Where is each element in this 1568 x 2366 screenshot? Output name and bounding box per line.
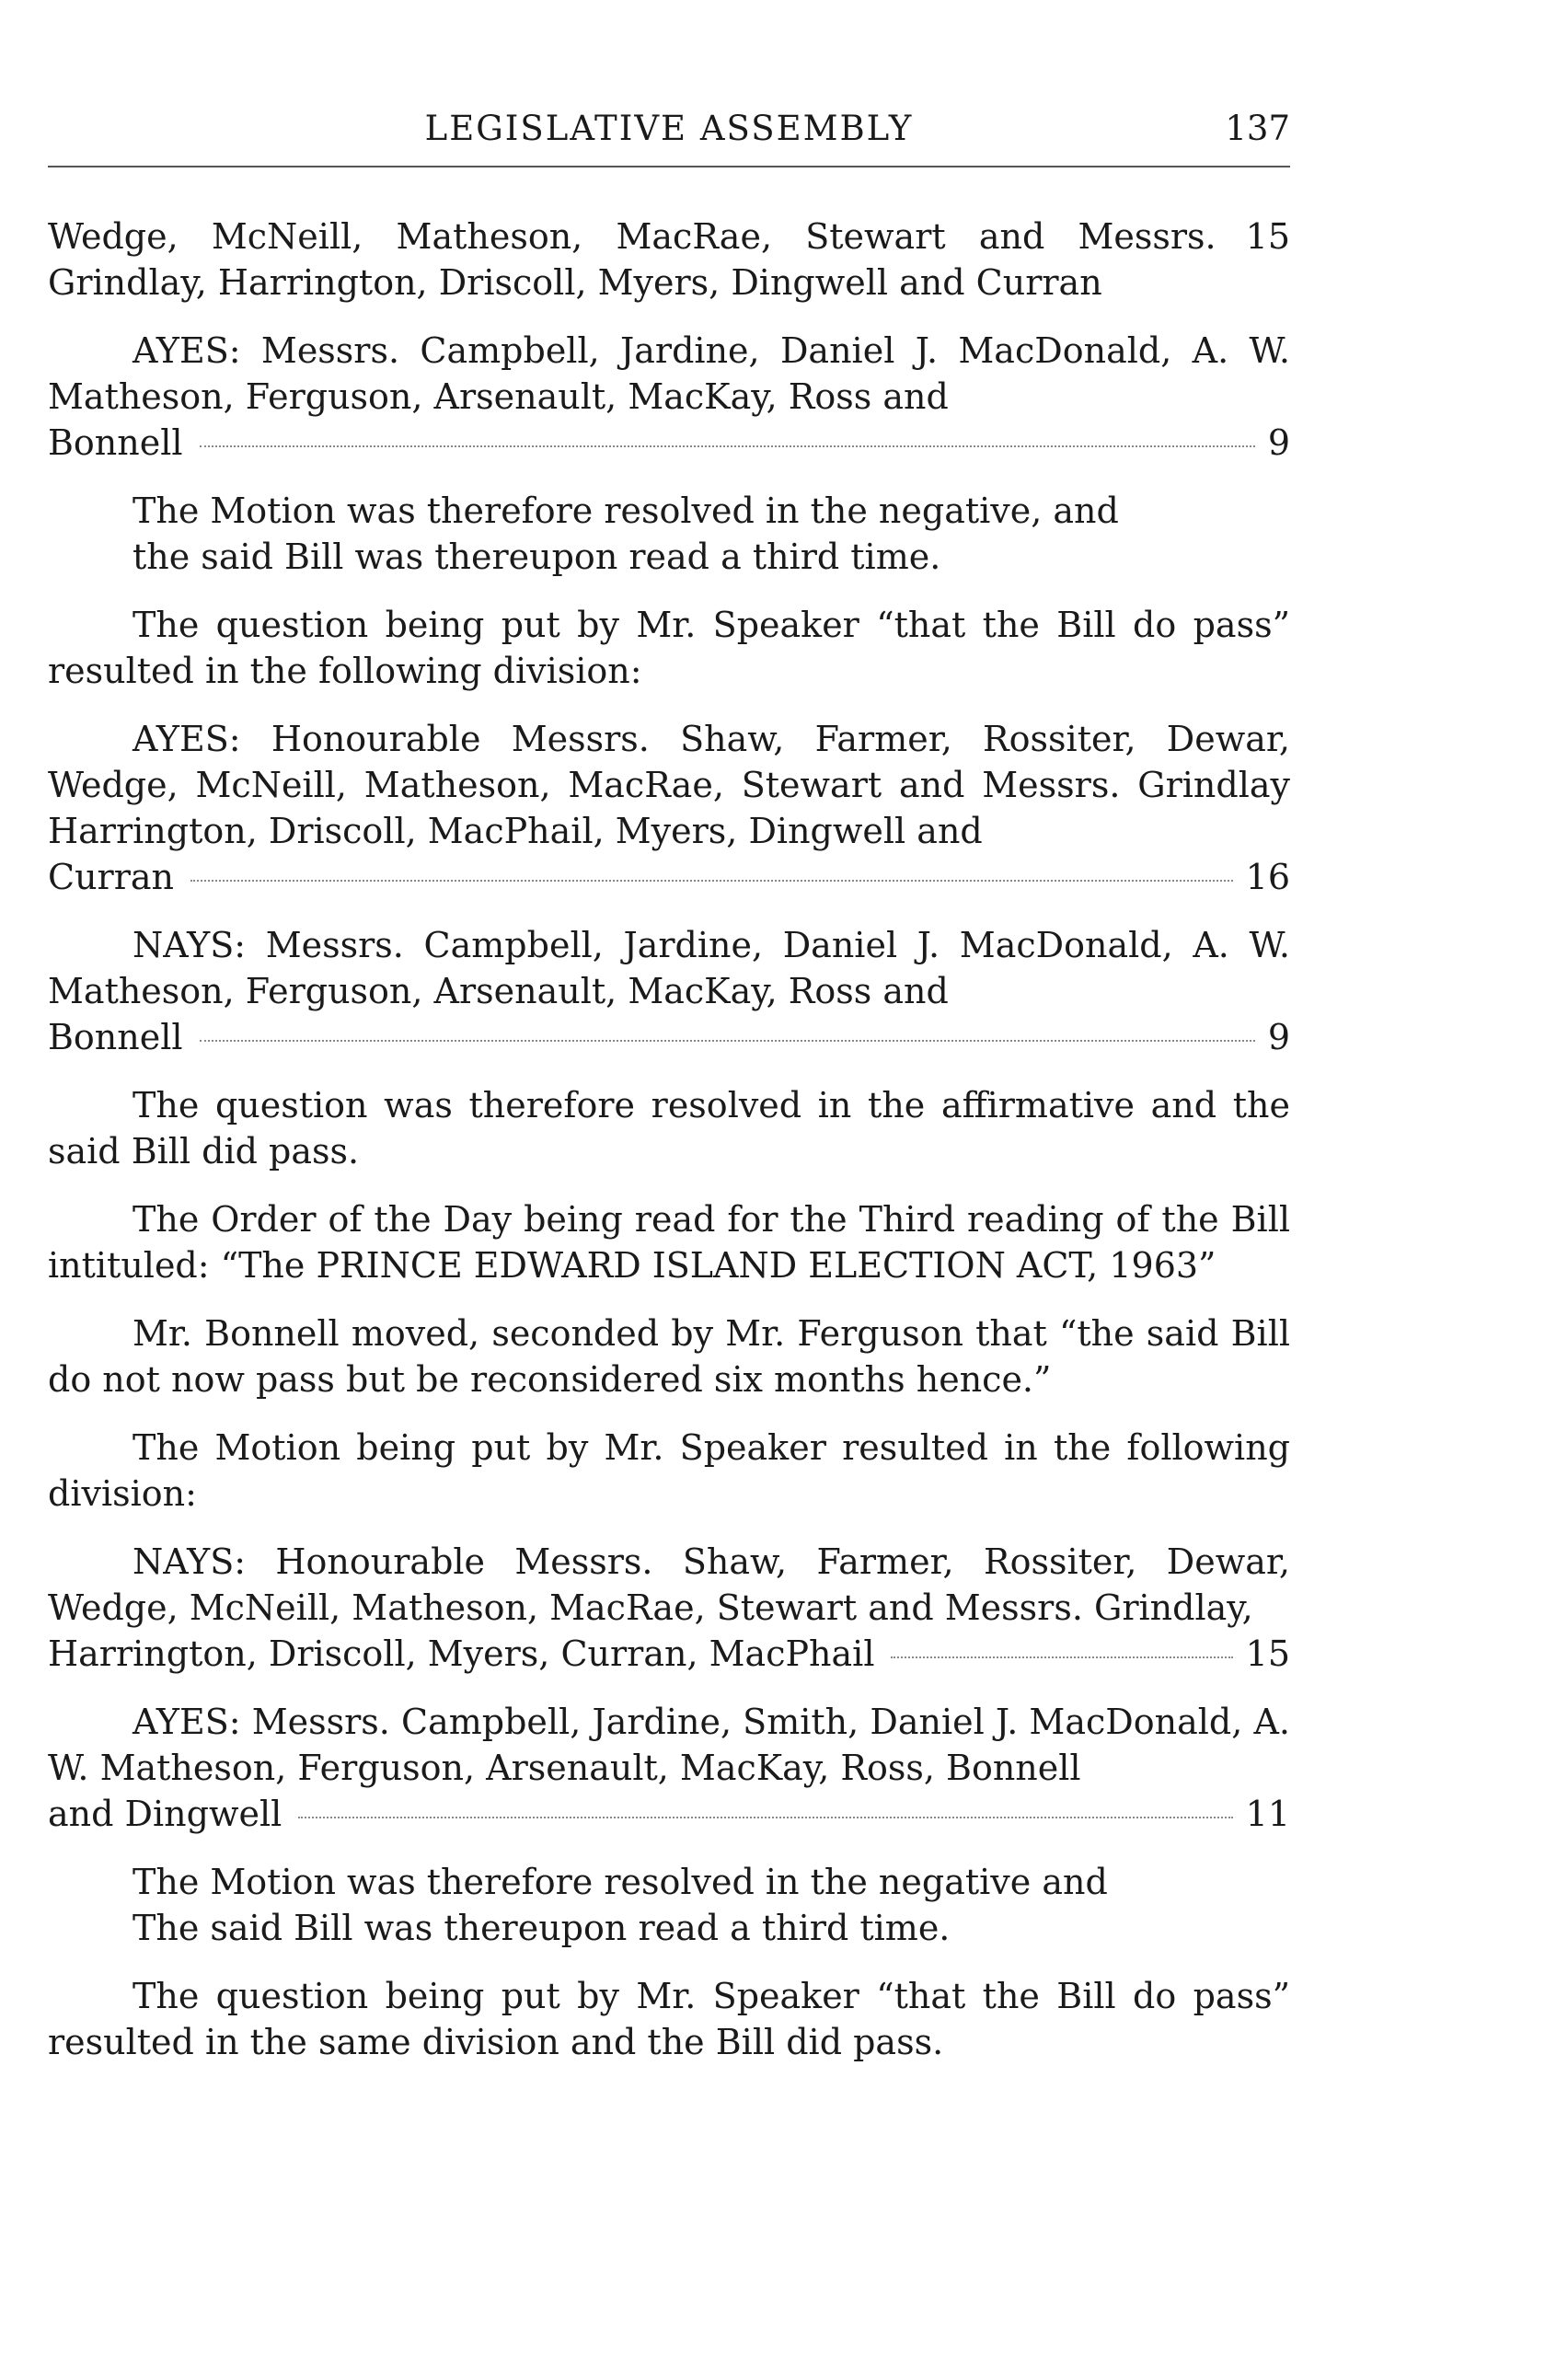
tally-line	[48, 420, 1290, 466]
tally-line	[48, 214, 1290, 306]
paragraph-text: The question being put by Mr. Speaker “that the Bill do pass” resulted in the same division and the Bill did pass.	[48, 1976, 1290, 2062]
paragraph-nays	[48, 1539, 1290, 1677]
page-header	[48, 109, 1290, 158]
vote-count: 11	[1245, 1794, 1290, 1834]
paragraph-final-question	[48, 1973, 1290, 2065]
paragraph-division-intro	[48, 1425, 1290, 1517]
paragraph-text: NAYS: Honourable Messrs. Shaw, Farmer, Rossiter, Dewar, Wedge, McNeill, Matheson, MacRae, Stewart and Messrs. Grindlay,	[48, 1541, 1290, 1628]
paragraph-text: AYES: Honourable Messrs. Shaw, Farmer, Rossiter, Dewar, Wedge, McNeill, Matheson, MacRae, Stewart and Messrs. Grindlay Harrington, Driscoll, MacPhail, Myers, Dingwell and	[48, 719, 1290, 851]
tally-line	[48, 1791, 1290, 1837]
tally-last-name: Bonnell	[48, 1017, 183, 1057]
paragraph-text: AYES: Messrs. Campbell, Jardine, Daniel J. MacDonald, A. W. Matheson, Ferguson, Arsenault, MacKay, Ross and	[48, 330, 1290, 417]
paragraph-question	[48, 602, 1290, 694]
paragraph-nays	[48, 922, 1290, 1060]
paragraph-motion-result	[48, 488, 1290, 580]
tally-line	[48, 1631, 1290, 1677]
paragraph-ayes	[48, 328, 1290, 466]
paragraph-motion	[48, 1310, 1290, 1402]
paragraph-text: Mr. Bonnell moved, seconded by Mr. Ferguson that “the said Bill do not now pass but be reconsidered six months hence.”	[48, 1313, 1290, 1400]
header-rule	[48, 166, 1290, 167]
tally-line	[48, 854, 1290, 900]
dot-leaders	[891, 1656, 1232, 1658]
running-head: LEGISLATIVE ASSEMBLY	[424, 109, 914, 148]
paragraph-division-continued	[48, 214, 1290, 306]
tally-last-name: Harrington, Driscoll, Myers, Curran, MacPhail	[48, 1633, 875, 1674]
paragraph-order-of-day	[48, 1196, 1290, 1288]
tally-last-name: and Dingwell	[48, 1794, 282, 1834]
vote-count: 9	[1267, 422, 1290, 463]
body-text	[48, 214, 1290, 2087]
paragraph-line: The said Bill was thereupon read a third time.	[133, 1908, 951, 1948]
paragraph-text: NAYS: Messrs. Campbell, Jardine, Daniel J. MacDonald, A. W. Matheson, Ferguson, Arsenault, MacKay, Ross and	[48, 925, 1290, 1011]
tally-last-name: Bonnell	[48, 422, 183, 463]
paragraph-ayes	[48, 716, 1290, 900]
vote-count: 15	[1245, 216, 1290, 257]
tally-last-name: Curran	[48, 857, 175, 897]
paragraph-text: Wedge, McNeill, Matheson, MacRae, Stewart and Messrs. Grindlay, Harrington, Driscoll, Myers, Dingwell and Curran	[48, 216, 1216, 303]
dot-leaders	[200, 1040, 1255, 1042]
page-number: 137	[1225, 109, 1290, 148]
vote-count: 16	[1245, 857, 1290, 897]
dot-leaders	[190, 880, 1233, 882]
paragraph-line: The Motion was therefore resolved in the negative and	[133, 1862, 1108, 1902]
paragraph-question-result	[48, 1082, 1290, 1174]
paragraph-text: AYES: Messrs. Campbell, Jardine, Smith, Daniel J. MacDonald, A. W. Matheson, Ferguson, Arsenault, MacKay, Ross, Bonnell	[48, 1702, 1290, 1788]
paragraph-motion-result	[48, 1859, 1290, 1951]
paragraph-ayes	[48, 1699, 1290, 1837]
paragraph-text: The Order of the Day being read for the Third reading of the Bill intituled: “The PRINCE EDWARD ISLAND ELECTION ACT, 1963”	[48, 1199, 1290, 1286]
paragraph-text: The question was therefore resolved in the affirmative and the said Bill did pass.	[48, 1085, 1290, 1171]
paragraph-text: The Motion being put by Mr. Speaker resulted in the following division:	[48, 1427, 1290, 1514]
vote-count: 15	[1245, 1633, 1290, 1674]
paragraph-text: The question being put by Mr. Speaker “that the Bill do pass” resulted in the following division:	[48, 605, 1290, 691]
dot-leaders	[200, 445, 1255, 447]
paragraph-line: the said Bill was thereupon read a third time.	[133, 537, 941, 577]
tally-line	[48, 1014, 1290, 1060]
dot-leaders	[298, 1817, 1232, 1818]
vote-count: 9	[1267, 1017, 1290, 1057]
paragraph-line: The Motion was therefore resolved in the negative, and	[133, 491, 1119, 531]
